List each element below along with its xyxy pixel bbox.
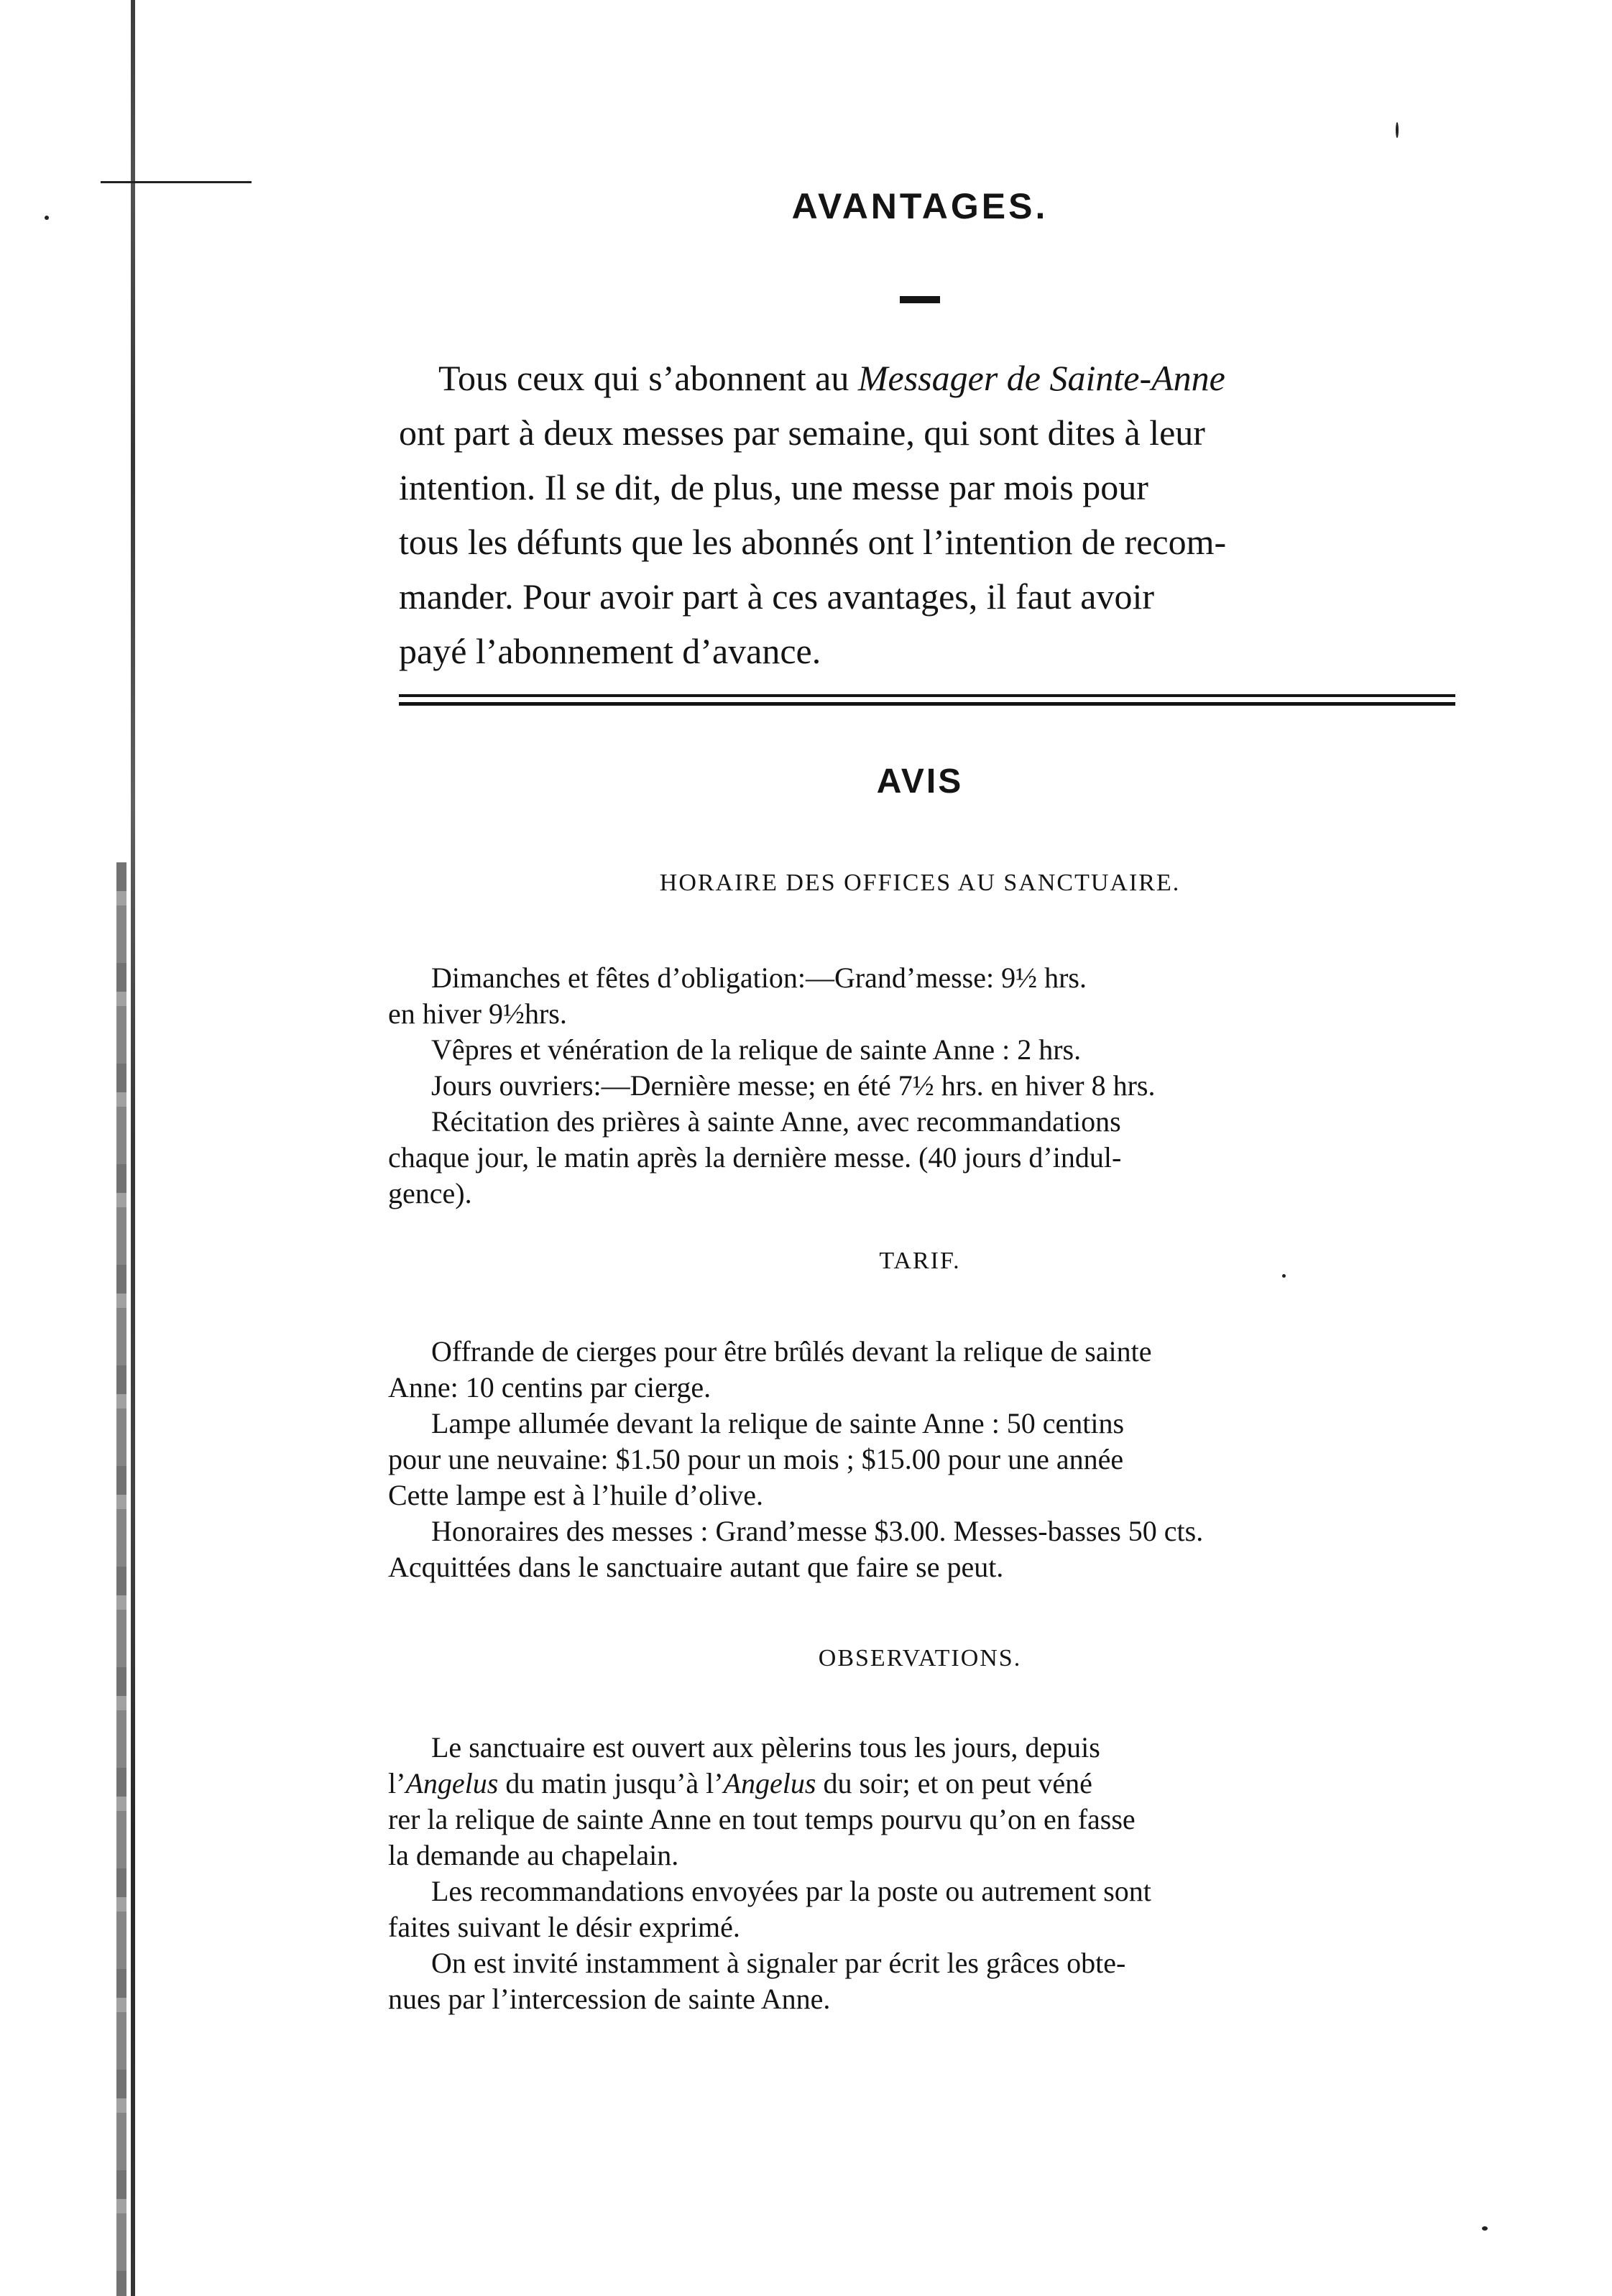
text-line: [399, 624, 1470, 678]
text-line: [388, 1945, 1473, 1981]
text-line: pour une neuvaine: $1.50 pour un mois ; $15.00 pour une année: [388, 1443, 1124, 1475]
text-run: l’: [388, 1767, 406, 1799]
text-run: ont part à deux messes par semaine, qui sont dites à leur: [399, 412, 1205, 453]
avantages-paragraph: [399, 351, 1470, 678]
tarif-paragraph: [388, 1334, 1473, 1585]
text-line: [388, 1730, 1473, 1766]
horaire-paragraph: [388, 960, 1473, 1212]
text-line: Anne: 10 centins par cierge.: [388, 1371, 711, 1403]
horaire-heading: HORAIRE DES OFFICES AU SANCTUAIRE.: [659, 870, 1181, 896]
text-run: la demande au chapelain.: [388, 1839, 679, 1871]
text-line: en hiver 9½hrs.: [388, 997, 567, 1030]
text-line: [388, 1873, 1473, 1909]
text-line: [399, 515, 1470, 569]
avis-title: AVIS: [876, 762, 964, 801]
text-line: Honoraires des messes : Grand’messe $3.00. Messes-basses 50 cts.: [431, 1515, 1204, 1547]
text-run: On est invité instamment à signaler par écrit les grâces obte-: [431, 1947, 1126, 1979]
scan-speck: [1482, 2226, 1488, 2231]
text-line: [399, 351, 1470, 405]
text-line: [388, 1981, 1473, 2017]
text-line: Vêpres et vénération de la relique de sainte Anne : 2 hrs.: [431, 1033, 1082, 1066]
text-run: mander. Pour avoir part à ces avantages, il faut avoir: [399, 576, 1155, 617]
scan-speck: [1396, 122, 1399, 138]
text-line: [388, 1802, 1473, 1838]
text-line: Récitation des prières à sainte Anne, avec recommandations: [431, 1105, 1121, 1138]
text-run: nues par l’intercession de sainte Anne.: [388, 1983, 831, 2015]
text-line: Jours ouvriers:—Dernière messe; en été 7½ hrs. en hiver 8 hrs.: [431, 1069, 1156, 1102]
binding-edge-line: [131, 0, 135, 2296]
text-run: intention. Il se dit, de plus, une messe par mois pour: [399, 467, 1148, 507]
scan-speck: [45, 216, 49, 220]
observations-paragraph: [388, 1730, 1473, 2017]
observations-heading: OBSERVATIONS.: [818, 1645, 1022, 1672]
text-run: Les recommandations envoyées par la poste ou autrement sont: [431, 1875, 1151, 1907]
text-run: faites suivant le désir exprimé.: [388, 1911, 740, 1943]
text-run: payé l’abonnement d’avance.: [399, 631, 821, 671]
text-line: [399, 569, 1470, 624]
text-line: [388, 1838, 1473, 1873]
italic-run: Angelus: [723, 1767, 816, 1799]
double-rule-divider: [399, 694, 1455, 707]
title-dash: [900, 296, 940, 303]
text-run: Le sanctuaire est ouvert aux pèlerins tous les jours, depuis: [431, 1731, 1100, 1764]
tarif-heading: TARIF.: [879, 1248, 961, 1274]
text-line: [388, 1909, 1473, 1945]
avantages-title: AVANTAGES.: [791, 186, 1049, 226]
binding-edge-shadow: [116, 862, 126, 2296]
text-line: [399, 460, 1470, 515]
text-line: Dimanches et fêtes d’obligation:—Grand’messe: 9½ hrs.: [431, 962, 1087, 994]
text-run: du matin jusqu’à l’: [498, 1767, 724, 1799]
text-line: [399, 405, 1470, 460]
text-run: rer la relique de sainte Anne en tout temps pourvu qu’on en fasse: [388, 1803, 1136, 1835]
italic-run: Messager de Sainte-Anne: [857, 358, 1225, 398]
binding-mark: [101, 181, 252, 183]
text-line: gence).: [388, 1177, 472, 1209]
italic-run: Angelus: [405, 1767, 499, 1799]
binding-edge: [101, 0, 158, 2296]
text-line: Cette lampe est à l’huile d’olive.: [388, 1479, 764, 1511]
text-run: du soir; et on peut véné: [816, 1767, 1092, 1799]
text-run: tous les défunts que les abonnés ont l’intention de recom-: [399, 522, 1227, 562]
text-line: Acquittées dans le sanctuaire autant que faire se peut.: [388, 1551, 1004, 1583]
text-line: [388, 1766, 1473, 1802]
text-line: Offrande de cierges pour être brûlés devant la relique de sainte: [431, 1335, 1152, 1368]
text-line: chaque jour, le matin après la dernière messe. (40 jours d’indul-: [388, 1141, 1122, 1174]
text-line: Lampe allumée devant la relique de sainte Anne : 50 centins: [431, 1407, 1125, 1439]
text-run: Tous ceux qui s’abonnent au: [438, 358, 858, 398]
